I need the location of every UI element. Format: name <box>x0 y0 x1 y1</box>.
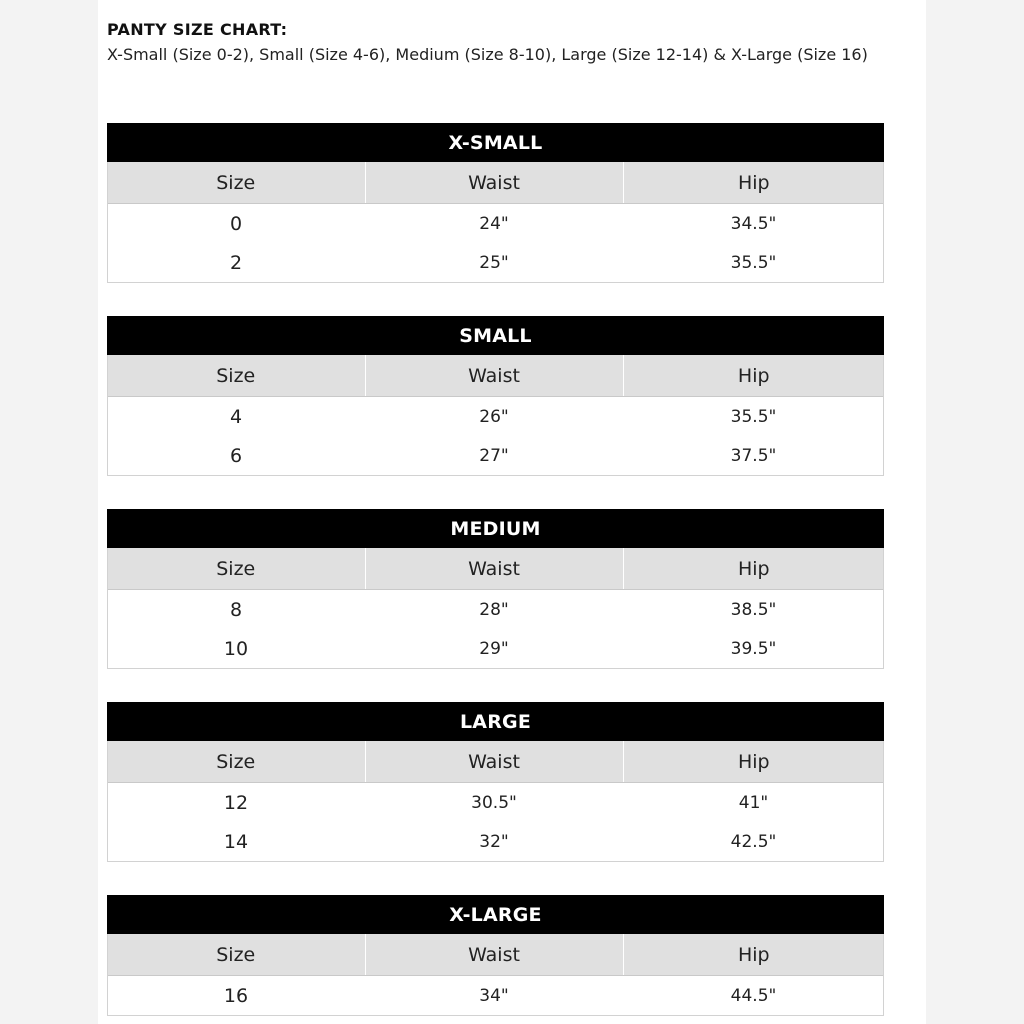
column-header-hip: Hip <box>623 162 884 204</box>
chart-subheading: X-Small (Size 0-2), Small (Size 4-6), Medium (Size 8-10), Large (Size 12-14) & X-Large (Size 16) <box>107 45 868 64</box>
table-title: SMALL <box>107 316 884 355</box>
chart-heading: PANTY SIZE CHART: <box>107 20 288 39</box>
column-header-size: Size <box>107 355 365 397</box>
column-header-size: Size <box>107 548 365 590</box>
column-header-hip: Hip <box>623 934 884 976</box>
waist-cell: 34" <box>365 976 623 1016</box>
table-row <box>107 590 884 630</box>
table-row <box>107 629 884 668</box>
size-cell: 12 <box>107 783 365 823</box>
column-header-waist: Waist <box>365 548 623 590</box>
size-table-large <box>107 702 884 861</box>
column-header-waist: Waist <box>365 355 623 397</box>
size-table-x-large <box>107 895 884 1015</box>
column-header-hip: Hip <box>623 355 884 397</box>
hip-cell: 37.5" <box>623 436 884 475</box>
size-cell: 16 <box>107 976 365 1016</box>
waist-cell: 27" <box>365 436 623 475</box>
column-header-size: Size <box>107 934 365 976</box>
waist-cell: 28" <box>365 590 623 630</box>
hip-cell: 35.5" <box>623 243 884 282</box>
column-header-waist: Waist <box>365 934 623 976</box>
table-title: LARGE <box>107 702 884 741</box>
hip-cell: 44.5" <box>623 976 884 1016</box>
size-cell: 8 <box>107 590 365 630</box>
size-table-medium <box>107 509 884 668</box>
table-row <box>107 397 884 437</box>
waist-cell: 24" <box>365 204 623 244</box>
table-row <box>107 783 884 823</box>
table-title: MEDIUM <box>107 509 884 548</box>
hip-cell: 35.5" <box>623 397 884 437</box>
column-header-hip: Hip <box>623 548 884 590</box>
size-cell: 4 <box>107 397 365 437</box>
size-cell: 6 <box>107 436 365 475</box>
hip-cell: 39.5" <box>623 629 884 668</box>
table-row <box>107 243 884 282</box>
waist-cell: 30.5" <box>365 783 623 823</box>
size-cell: 14 <box>107 822 365 861</box>
column-header-size: Size <box>107 741 365 783</box>
hip-cell: 38.5" <box>623 590 884 630</box>
size-cell: 2 <box>107 243 365 282</box>
table-row <box>107 204 884 244</box>
column-header-waist: Waist <box>365 741 623 783</box>
table-row <box>107 436 884 475</box>
waist-cell: 26" <box>365 397 623 437</box>
hip-cell: 42.5" <box>623 822 884 861</box>
table-row <box>107 822 884 861</box>
waist-cell: 25" <box>365 243 623 282</box>
hip-cell: 34.5" <box>623 204 884 244</box>
table-title: X-LARGE <box>107 895 884 934</box>
column-header-waist: Waist <box>365 162 623 204</box>
hip-cell: 41" <box>623 783 884 823</box>
column-header-hip: Hip <box>623 741 884 783</box>
table-row <box>107 976 884 1016</box>
waist-cell: 29" <box>365 629 623 668</box>
waist-cell: 32" <box>365 822 623 861</box>
size-cell: 10 <box>107 629 365 668</box>
size-table-x-small <box>107 123 884 282</box>
size-table-small <box>107 316 884 475</box>
size-cell: 0 <box>107 204 365 244</box>
column-header-size: Size <box>107 162 365 204</box>
table-title: X-SMALL <box>107 123 884 162</box>
